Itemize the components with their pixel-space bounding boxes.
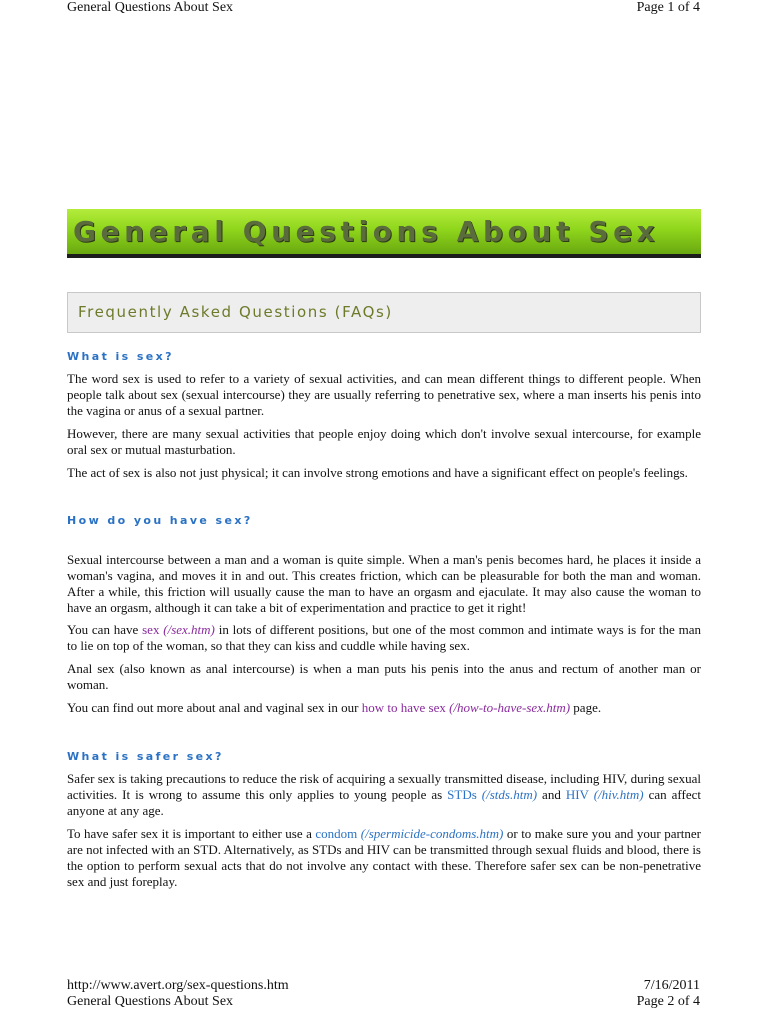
question-what-is-sex: What is sex? <box>67 350 174 363</box>
paragraph: The act of sex is also not just physical; it can involve strong emotions and have a significant effect on people's feelings. <box>67 465 688 480</box>
hiv-link-url: (/hiv.htm) <box>593 787 644 802</box>
footer-title: General Questions About Sex <box>67 994 234 1009</box>
sex-link[interactable]: sex <box>142 622 160 637</box>
paragraph <box>67 622 701 654</box>
text: You can have <box>67 622 143 637</box>
paragraph: However, there are many sexual activities that people enjoy doing which don't involve sexual intercourse, for example oral sex or mutual masturbation. <box>67 426 701 457</box>
paragraph: Anal sex (also known as anal intercourse) is when a man puts his penis into the anus and rectum of another man or woman. <box>67 661 701 692</box>
footer-url: http://www.avert.org/sex-questions.htm <box>67 978 289 993</box>
sex-link-url: (/sex.htm) <box>163 622 215 637</box>
how-to-have-sex-link[interactable]: how to have sex <box>361 700 446 715</box>
faq-title: Frequently Asked Questions (FAQs) <box>78 303 393 321</box>
next-page-header <box>67 994 700 1010</box>
stds-link[interactable]: STDs <box>447 787 477 802</box>
paragraph <box>67 700 701 716</box>
paragraph <box>67 826 701 890</box>
footer-date: 7/16/2011 <box>643 978 700 993</box>
how-to-have-sex-url: (/how-to-have-sex.htm) <box>449 700 571 715</box>
paragraph: The word sex is used to refer to a variety of sexual activities, and can mean different things to different people. When people talk about sex (sexual intercourse) they are usually referring to penetrative sex, where a man inserts his penis into the vagina or anus of a sexual partner. <box>67 371 701 418</box>
stds-link-url: (/stds.htm) <box>481 787 538 802</box>
text: To have safer sex it is important to either use a <box>67 826 316 841</box>
text: page. <box>570 700 602 715</box>
text: in lots of different positions, but one of the most common and intimate ways is for the man to lie on top of the woman, so that they can kiss and cuddle while having sex. <box>67 622 701 653</box>
faq-heading-box <box>67 292 701 333</box>
question-how-do-you-have-sex: How do you have sex? <box>67 514 253 527</box>
text: Safer sex is taking precautions to reduce the risk of acquiring a sexually transmitted disease, including HIV, during sexual activities. It is wrong to assume this only applies to young people as <box>67 771 701 802</box>
footer-page-number: Page 2 of 4 <box>636 994 700 1009</box>
page-footer <box>67 978 700 994</box>
condom-link-url: (/spermicide-condoms.htm) <box>360 826 504 841</box>
banner-title: General Questions About Sex <box>73 215 660 248</box>
hiv-link[interactable]: HIV <box>565 787 589 802</box>
title-banner <box>67 209 701 258</box>
paragraph: Sexual intercourse between a man and a woman is quite simple. When a man's penis becomes hard, he places it inside a woman's vagina, and moves it in and out. This creates friction, which can be pleasurable for both the man and woman. After a while, this friction will usually cause the man to have an orgasm and ejaculate. It may also cause the woman to have an orgasm, although it can take a bit of experimentation and practice to get it right! <box>67 552 701 615</box>
text: or to make sure you and your partner are not infected with an STD. Alternatively, as STDs and HIV can be transmitted through sexual fluids and blood, there is the option to perform sexual acts that do not involve any contact with these. Therefore safer sex can be non-penetrative sex and just foreplay. <box>67 826 702 889</box>
question-what-is-safer-sex: What is safer sex? <box>67 750 224 763</box>
page-header <box>67 0 700 18</box>
paragraph <box>67 771 701 819</box>
header-page-number: Page 1 of 4 <box>636 0 700 15</box>
text: and <box>537 787 566 802</box>
header-title: General Questions About Sex <box>67 0 234 15</box>
text: can affect anyone at any age. <box>67 787 702 818</box>
condom-link[interactable]: condom <box>315 826 358 841</box>
text: You can find out more about anal and vaginal sex in our <box>67 700 362 715</box>
